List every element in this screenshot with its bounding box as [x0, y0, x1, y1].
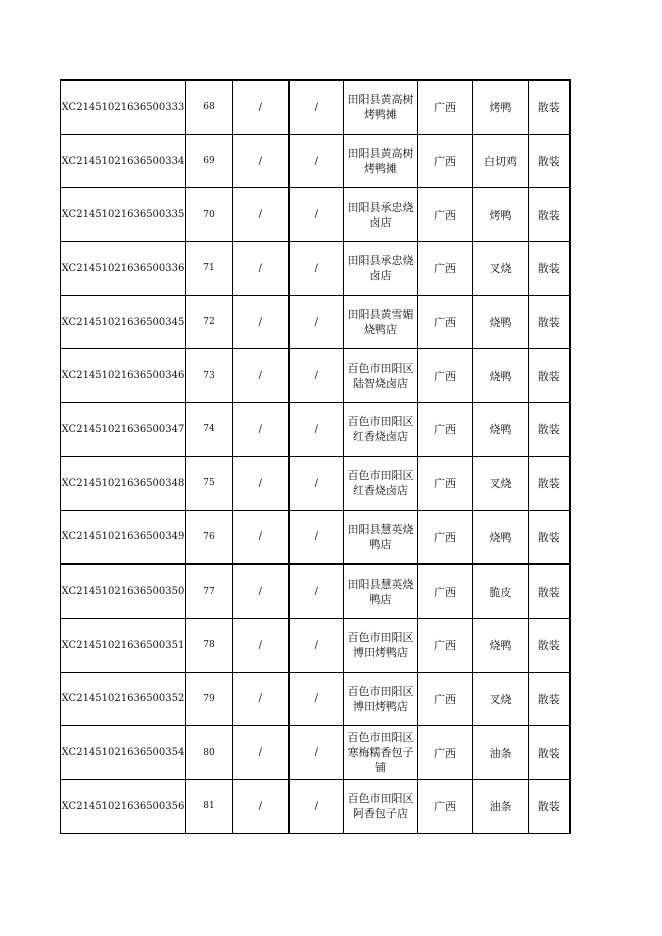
sample-code-cell: XC21451021636500348: [61, 456, 186, 510]
empty-field-cell: /: [289, 726, 344, 780]
empty-field-cell: /: [233, 403, 289, 457]
region-cell: 广西: [418, 134, 473, 188]
empty-field-cell: /: [289, 349, 344, 403]
region-cell: 广西: [418, 349, 473, 403]
sample-code-cell: XC21451021636500352: [61, 672, 186, 726]
serial-number-cell: 72: [186, 295, 233, 349]
empty-field-cell: /: [233, 779, 289, 833]
table-body: [61, 80, 570, 833]
empty-field-cell: /: [289, 456, 344, 510]
packaging-cell: 散装: [529, 80, 570, 134]
vendor-name-cell: 百色市田阳区红香烧卤店: [344, 403, 418, 457]
packaging-cell: 散装: [529, 726, 570, 780]
serial-number-cell: 76: [186, 510, 233, 564]
empty-field-cell: /: [289, 403, 344, 457]
vendor-name-cell: 百色市田阳区博田烤鸭店: [344, 618, 418, 672]
table-row: [61, 618, 570, 672]
sample-code-cell: XC21451021636500347: [61, 403, 186, 457]
packaging-cell: 散装: [529, 564, 570, 618]
empty-field-cell: /: [289, 134, 344, 188]
table-row: [61, 80, 570, 134]
vendor-name-cell: 百色市田阳区博田烤鸭店: [344, 672, 418, 726]
sample-code-cell: XC21451021636500333: [61, 80, 186, 134]
table-row: [61, 349, 570, 403]
food-name-cell: 烧鸭: [473, 295, 529, 349]
sample-code-cell: XC21451021636500336: [61, 242, 186, 296]
empty-field-cell: /: [233, 134, 289, 188]
empty-field-cell: /: [289, 779, 344, 833]
vendor-name-cell: 田阳县黄高树烤鸭摊: [344, 134, 418, 188]
serial-number-cell: 75: [186, 456, 233, 510]
table-row: [61, 134, 570, 188]
vendor-name-cell: 百色市田阳区寒梅糯香包子铺: [344, 726, 418, 780]
food-name-cell: 烧鸭: [473, 349, 529, 403]
table-row: [61, 456, 570, 510]
region-cell: 广西: [418, 564, 473, 618]
region-cell: 广西: [418, 295, 473, 349]
sample-code-cell: XC21451021636500334: [61, 134, 186, 188]
serial-number-cell: 77: [186, 564, 233, 618]
vendor-name-cell: 田阳县黄雪媚烧鸭店: [344, 295, 418, 349]
food-name-cell: 烧鸭: [473, 403, 529, 457]
packaging-cell: 散装: [529, 403, 570, 457]
region-cell: 广西: [418, 726, 473, 780]
food-name-cell: 油条: [473, 779, 529, 833]
empty-field-cell: /: [233, 188, 289, 242]
vendor-name-cell: 田阳县黄高树烤鸭摊: [344, 80, 418, 134]
empty-field-cell: /: [233, 510, 289, 564]
food-name-cell: 叉烧: [473, 242, 529, 296]
empty-field-cell: /: [233, 349, 289, 403]
region-cell: 广西: [418, 242, 473, 296]
packaging-cell: 散装: [529, 456, 570, 510]
serial-number-cell: 69: [186, 134, 233, 188]
empty-field-cell: /: [233, 726, 289, 780]
empty-field-cell: /: [233, 672, 289, 726]
empty-field-cell: /: [233, 456, 289, 510]
sample-code-cell: XC21451021636500354: [61, 726, 186, 780]
serial-number-cell: 80: [186, 726, 233, 780]
serial-number-cell: 81: [186, 779, 233, 833]
vendor-name-cell: 百色市田阳区阿香包子店: [344, 779, 418, 833]
serial-number-cell: 73: [186, 349, 233, 403]
food-name-cell: 叉烧: [473, 672, 529, 726]
vendor-name-cell: 田阳县慧英烧鸭店: [344, 564, 418, 618]
table-row: [61, 242, 570, 296]
region-cell: 广西: [418, 510, 473, 564]
food-name-cell: 烤鸭: [473, 188, 529, 242]
table-row: [61, 672, 570, 726]
sample-code-cell: XC21451021636500346: [61, 349, 186, 403]
empty-field-cell: /: [289, 564, 344, 618]
table-row: [61, 295, 570, 349]
food-name-cell: 烧鸭: [473, 510, 529, 564]
data-table: [60, 79, 571, 834]
sample-code-cell: XC21451021636500335: [61, 188, 186, 242]
table-row: [61, 564, 570, 618]
food-name-cell: 叉烧: [473, 456, 529, 510]
table-row: [61, 726, 570, 780]
packaging-cell: 散装: [529, 242, 570, 296]
region-cell: 广西: [418, 672, 473, 726]
empty-field-cell: /: [289, 80, 344, 134]
sample-code-cell: XC21451021636500356: [61, 779, 186, 833]
table-row: [61, 779, 570, 833]
vendor-name-cell: 田阳县承忠烧卤店: [344, 242, 418, 296]
table-row: [61, 188, 570, 242]
empty-field-cell: /: [289, 295, 344, 349]
packaging-cell: 散装: [529, 295, 570, 349]
packaging-cell: 散装: [529, 510, 570, 564]
food-name-cell: 油条: [473, 726, 529, 780]
empty-field-cell: /: [233, 295, 289, 349]
empty-field-cell: /: [289, 672, 344, 726]
serial-number-cell: 78: [186, 618, 233, 672]
packaging-cell: 散装: [529, 779, 570, 833]
packaging-cell: 散装: [529, 188, 570, 242]
empty-field-cell: /: [233, 564, 289, 618]
empty-field-cell: /: [233, 242, 289, 296]
packaging-cell: 散装: [529, 134, 570, 188]
empty-field-cell: /: [289, 618, 344, 672]
food-name-cell: 脆皮: [473, 564, 529, 618]
region-cell: 广西: [418, 456, 473, 510]
empty-field-cell: /: [289, 242, 344, 296]
food-name-cell: 烤鸭: [473, 80, 529, 134]
serial-number-cell: 70: [186, 188, 233, 242]
vendor-name-cell: 田阳县慧英烧鸭店: [344, 510, 418, 564]
region-cell: 广西: [418, 80, 473, 134]
region-cell: 广西: [418, 403, 473, 457]
packaging-cell: 散装: [529, 618, 570, 672]
packaging-cell: 散装: [529, 349, 570, 403]
vendor-name-cell: 田阳县承忠烧卤店: [344, 188, 418, 242]
empty-field-cell: /: [233, 80, 289, 134]
sample-code-cell: XC21451021636500345: [61, 295, 186, 349]
empty-field-cell: /: [233, 618, 289, 672]
packaging-cell: 散装: [529, 672, 570, 726]
sample-code-cell: XC21451021636500349: [61, 510, 186, 564]
region-cell: 广西: [418, 188, 473, 242]
serial-number-cell: 71: [186, 242, 233, 296]
serial-number-cell: 74: [186, 403, 233, 457]
food-name-cell: 烧鸭: [473, 618, 529, 672]
serial-number-cell: 68: [186, 80, 233, 134]
empty-field-cell: /: [289, 510, 344, 564]
table-row: [61, 403, 570, 457]
vendor-name-cell: 百色市田阳区红香烧卤店: [344, 456, 418, 510]
sample-code-cell: XC21451021636500350: [61, 564, 186, 618]
serial-number-cell: 79: [186, 672, 233, 726]
region-cell: 广西: [418, 779, 473, 833]
food-name-cell: 白切鸡: [473, 134, 529, 188]
empty-field-cell: /: [289, 188, 344, 242]
region-cell: 广西: [418, 618, 473, 672]
vendor-name-cell: 百色市田阳区陆智烧卤店: [344, 349, 418, 403]
table-row: [61, 510, 570, 564]
sample-code-cell: XC21451021636500351: [61, 618, 186, 672]
